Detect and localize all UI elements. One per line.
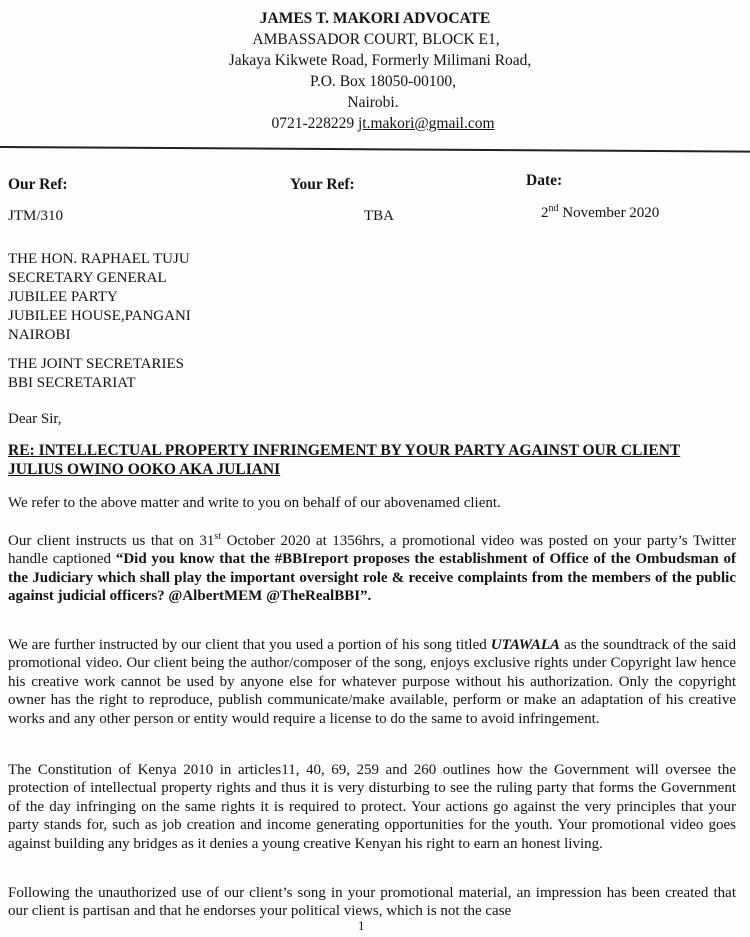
recipient-1-name: THE HON. RAPHAEL TUJU <box>8 251 190 267</box>
salutation: Dear Sir, <box>8 411 62 427</box>
letterhead-po-box: P.O. Box 18050-00100, <box>310 73 456 90</box>
p2-text-b: October 2020 at 1356hrs, a promotional video was posted on your party’s Twitter handle captioned <box>8 533 736 568</box>
letterhead-address-line-2: Jakaya Kikwete Road, Formerly Milimani Road, <box>228 52 532 69</box>
recipient-1-building: JUBILEE HOUSE,PANGANI <box>8 308 191 324</box>
date-suffix: nd <box>548 203 559 214</box>
recipient-1-city: NAIROBI <box>8 327 71 343</box>
our-ref-value: JTM/310 <box>8 208 64 224</box>
body-paragraph-3 <box>8 636 736 728</box>
recipient-2-name: THE JOINT SECRETARIES <box>8 356 185 372</box>
p2-caption: “Did you know that the #BBIreport proposes the establishment of Office of the Ombudsman of the Judiciary which shall play the important oversight role & receive complaints from the members of the public against judicial officers? @AlbertMEM @TheRealBBI”. <box>8 551 737 605</box>
recipient-address-1 <box>8 250 191 345</box>
firm-name: JAMES T. MAKORI ADVOCATE <box>259 10 491 27</box>
p3-text-a: We are further instructed by our client that you used a portion of his song titled <box>8 637 491 653</box>
date-month-year: November 2020 <box>558 205 660 221</box>
p2-ordinal: st <box>214 531 222 542</box>
p2-text-a: Our client instructs us that on 31 <box>8 533 215 549</box>
your-ref-value: TBA <box>364 208 394 224</box>
letterhead-address-line-1: AMBASSADOR COURT, BLOCK E1, <box>252 31 500 48</box>
body-paragraph-5: Following the unauthorized use of our client’s song in your promotional material, an impression has been created that our client is partisan and that he endorses your political views, which is not the case <box>8 885 736 920</box>
recipient-1-org: JUBILEE PARTY <box>8 289 118 305</box>
date-label: Date: <box>526 172 563 189</box>
letterhead-email: jt.makori@gmail.com <box>358 115 495 132</box>
p3-song-title: UTAWALA <box>490 637 561 653</box>
letterhead <box>0 0 750 134</box>
body-paragraph-4: The Constitution of Kenya 2010 in articles11, 40, 69, 259 and 260 outlines how the Government will oversee the protection of intellectual property rights and thus it is very disturbing to see the ruling party that forms the Government of the day infringing on the same rights it is required to protect. Your actions go against the very principles that your party stands for, such as job creation and income generating opportunities for the youth. Your promotional video goes against building any bridges as it denies a young creative Kenyan his right to earn an honest living. <box>8 762 736 852</box>
date-day: 2 <box>541 205 549 221</box>
recipient-1-title: SECRETARY GENERAL <box>8 270 167 286</box>
recipient-address-2 <box>8 355 184 393</box>
date-value <box>541 203 659 222</box>
your-ref-label: Your Ref: <box>290 176 355 193</box>
body-paragraph-1: We refer to the above matter and write to you on behalf of our abovenamed client. <box>8 495 501 511</box>
our-ref-label: Our Ref: <box>8 176 68 193</box>
letterhead-city: Nairobi. <box>347 94 399 111</box>
page-number: 1 <box>358 918 365 933</box>
subject-line: RE: INTELLECTUAL PROPERTY INFRINGEMENT BY YOUR PARTY AGAINST OUR CLIENT JULIUS OWINO OOKO AKA JULIANI <box>8 442 681 478</box>
p3-text-b: as the soundtrack of the said promotional video. Our client being the author/composer of the song, enjoys exclusive rights under Copyright law hence his creative work cannot be used by anyone else for whatever purpose without his authorization. Only the copyright owner has the right to reproduce, publish communicate/make available, perform or make an adaptation of his creative works and any other person or entity would require a license to do the same to avoid infringement. <box>8 637 736 727</box>
letterhead-contact <box>16 113 750 134</box>
body-paragraph-2 <box>8 532 736 606</box>
letterhead-divider <box>0 146 750 153</box>
recipient-2-org: BBI SECRETARIAT <box>8 375 136 391</box>
letterhead-phone: 0721-228229 <box>271 115 355 132</box>
